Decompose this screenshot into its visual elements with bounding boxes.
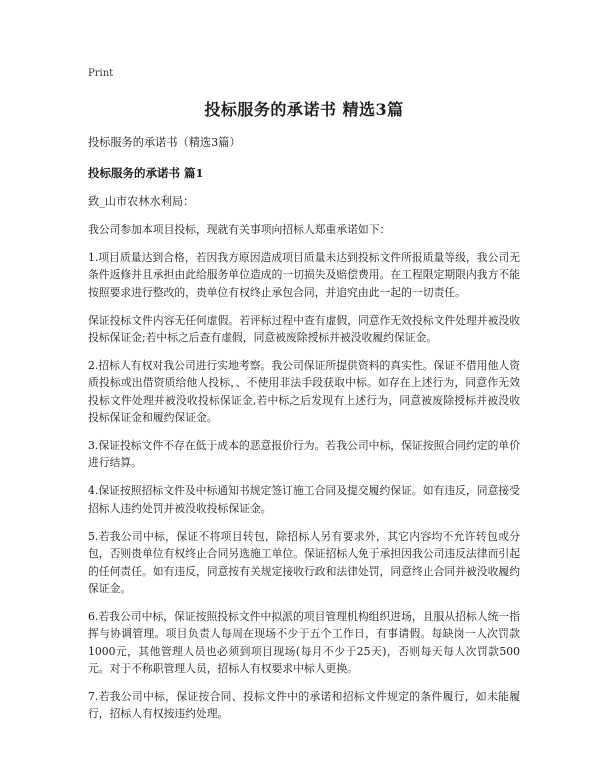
- paragraph-item-1: 1.项目质量达到合格，若因我方原因造成项目质量未达到投标文件所报质量等级，我公司无条件返修并且承担由此给服务单位造成的一切损失及赔偿费用。在工程限定期限内我方不能按照要求进行整改的，贵单位有权终止承包合同，并追究由此一起的一切责任。: [88, 250, 520, 299]
- paragraph-item-7: 7.若我公司中标，保证按合同、投标文件中的承诺和招标文件规定的条件履行，如未能履行，招标人有权按违约处理。: [88, 689, 520, 721]
- print-link[interactable]: Print: [88, 68, 114, 79]
- paragraph-item-3: 3.保证投标文件不存在低于成本的恶意报价行为。若我公司中标，保证按照合同约定的单价进行结算。: [88, 439, 520, 470]
- paragraph-no-falsehood: 保证投标文件内容无任何虚假。若评标过程中查有虚假，同意作无效投标文件处理并被没收投标保证金;若中标之后查有虚假，同意被废除授标并被没收履约保证金。: [88, 313, 520, 345]
- salutation: 致_山市农林水利局：: [88, 195, 195, 208]
- paragraph-item-6: 6.若我公司中标，保证按照投标文件中拟派的项目管理机构组织进场，且服从招标人统一指挥与协调管理。项目负责人每周在现场不少于五个工作日，有事请假。每缺岗一人次罚款1000元，其他管理人员也必须到项目现场(每月不少于25天)，否则每天每人次罚款500元。对于不称职管理人员，招标人有权要求中标人更换。: [88, 609, 520, 676]
- paragraph-item-2: 2.招标人有权对我公司进行实地考察。我公司保证所提供资料的真实性。保证不借用他人资质投标或出借资质给他人投标，、不使用非法手段获取中标。如存在上述行为，同意作无效投标文件处理并被没收投标保证金,若中标之后发现有上述行为，同意被废除授标并被没收投标保证金和履约保证金。: [88, 358, 520, 425]
- paragraph-item-5: 5.若我公司中标，保证不将项目转包，除招标人另有要求外，其它内容均不允许转包或分包，否则贵单位有权终止合同另选施工单位。保证招标人免于承担因我公司违反法律而引起的任何责任。如有违反，同意按有关规定接收行政和法律处罚，同意终止合同并被没收履约保证金。: [88, 529, 520, 595]
- document-page: [88, 68, 520, 733]
- section-heading: 投标服务的承诺书 篇1: [88, 166, 204, 180]
- document-title: 投标服务的承诺书 精选3篇: [204, 100, 404, 119]
- paragraph-item-4: 4.保证按照招标文件及中标通知书规定签订施工合同及提交履约保证。如有违反，同意接受招标人违约处罚并被没收投标保证金。: [88, 484, 520, 515]
- paragraph-intro: 我公司参加本项目投标，现就有关事项向招标人郑重承诺如下：: [88, 223, 391, 236]
- document-subtitle: 投标服务的承诺书（精选3篇）: [88, 136, 241, 149]
